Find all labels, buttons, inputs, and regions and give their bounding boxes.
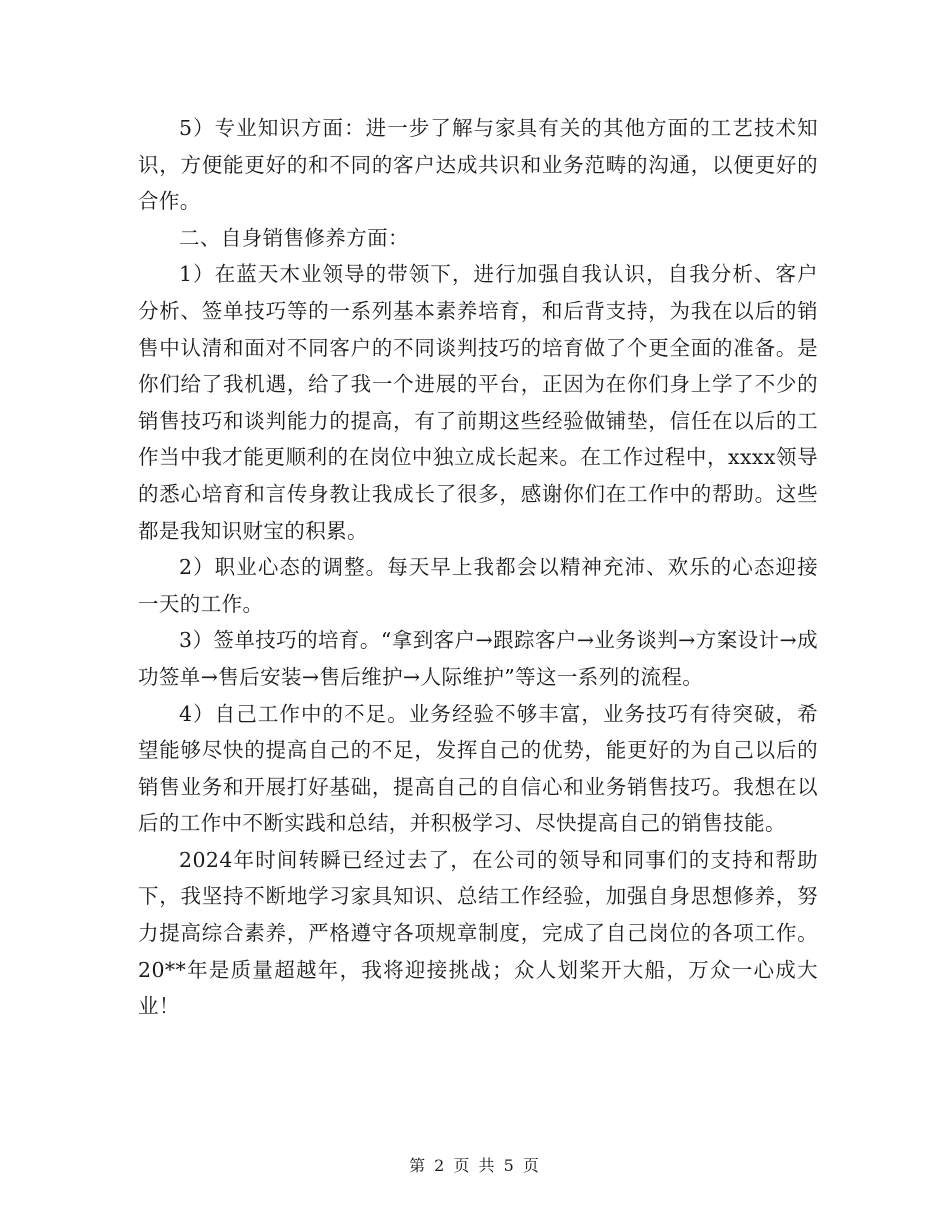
document-body xyxy=(138,110,818,1025)
paragraph-shortcomings: 4）自己工作中的不足。业务经验不够丰富，业务技巧有待突破，希望能够尽快的提高自己的不足，发挥自己的优势，能更好的为自己以后的销售业务和开展打好基础，提高自己的自信心和业务销售技巧。我想在以后的工作中不断实践和总结，并积极学习、尽快提高自己的销售技能。 xyxy=(138,701,818,836)
paragraph-signing-skills: 3）签单技巧的培育。“拿到客户→跟踪客户→业务谈判→方案设计→成功签单→售后安装→售后维护→人际维护”等这一系列的流程。 xyxy=(138,628,818,689)
paragraph-leadership-training: 1）在蓝天木业领导的带领下，进行加强自我认识，自我分析、客户分析、签单技巧等的一系列基本素养培育，和后背支持，为我在以后的销售中认清和面对不同客户的不同谈判技巧的培育做了个更全面的准备。是你们给了我机遇，给了我一个进展的平台，正因为在你们身上学了不少的销售技巧和谈判能力的提高，有了前期这些经验做铺垫，信任在以后的工作当中我才能更顺利的在岗位中独立成长起来。在工作过程中，xxxx领导的悉心培育和言传身教让我成长了很多，感谢你们在工作中的帮助。这些都是我知识财宝的积累。 xyxy=(138,262,818,543)
paragraph-year-summary: 2024年时间转瞬已经过去了，在公司的领导和同事们的支持和帮助下，我坚持不断地学习家具知识、总结工作经验，加强自身思想修养，努力提高综合素养，严格遵守各项规章制度，完成了自己岗位的各项工作。20**年是质量超越年，我将迎接挑战；众人划桨开大船，万众一心成大业！ xyxy=(138,847,818,1019)
section-heading-sales-cultivation: 二、自身销售修养方面： xyxy=(179,225,409,250)
page-number-label: 第 2 页 共 5 页 xyxy=(409,1156,541,1175)
page-footer xyxy=(0,1153,950,1176)
paragraph-professional-knowledge: 5）专业知识方面：进一步了解与家具有关的其他方面的工艺技术知识，方便能更好的和不同的客户达成共识和业务范畴的沟通，以便更好的合作。 xyxy=(138,116,818,214)
paragraph-mindset-adjustment: 2）职业心态的调整。每天早上我都会以精神充沛、欢乐的心态迎接一天的工作。 xyxy=(138,555,818,616)
